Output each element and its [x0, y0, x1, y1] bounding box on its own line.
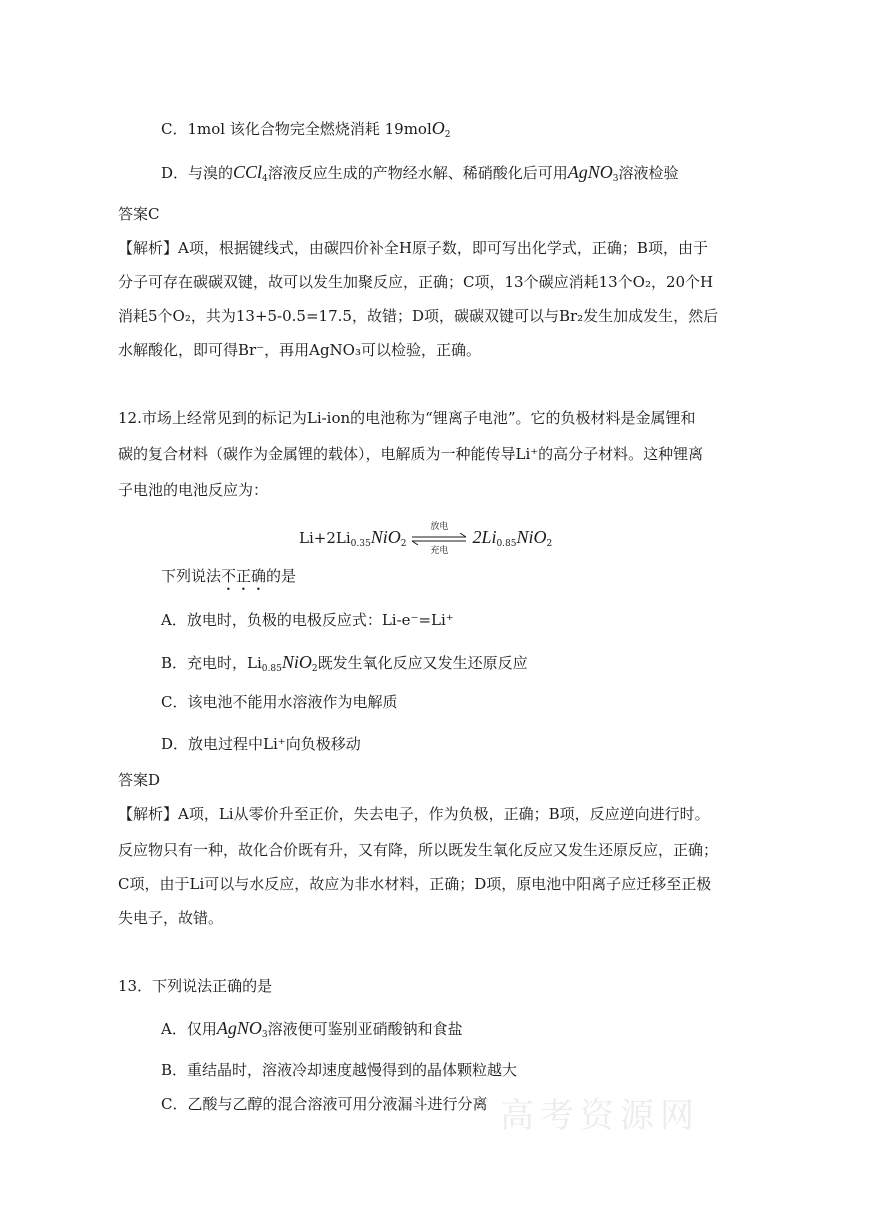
q11-analysis-line: 分子可存在碳碳双键，故可以发生加聚反应，正确；C项，13个碳应消耗13个O₂，20个H — [118, 273, 714, 291]
q13-option-a: A．仅用AgNO$_3$溶液便可鉴别亚硝酸钠和食盐 — [161, 1018, 463, 1040]
q13-option-b: B．重结晶时，溶液冷却速度越慢得到的晶体颗粒越大 — [161, 1061, 518, 1079]
q12-answer: 答案D — [118, 771, 161, 789]
q12-option-a: A．放电时，负极的电极反应式：Li-e⁻=Li⁺ — [161, 611, 454, 629]
q12-analysis-line: 反应物只有一种，故化合价既有升，又有降，所以既发生氧化反应又发生还原反应，正确； — [118, 841, 719, 859]
q12-prompt: 下列说法不正确的是 — [161, 567, 297, 585]
watermark: 高考资源网 — [500, 1096, 700, 1136]
q13-stem: 13．下列说法正确的是 — [118, 977, 273, 995]
q11-analysis-line: 【解析】A项，根据键线式，由碳四价补全H原子数，即可写出化学式，正确；B项，由于 — [118, 239, 708, 257]
q11-answer: 答案C — [118, 205, 160, 223]
q12-battery-equation: $Li+2Li_{0.35}NiO_2$ 放电 充电 $2Li_{0.85}NiO_2$ — [299, 522, 553, 556]
q12-analysis-line: 【解析】A项，Li从零价升至正价，失去电子，作为负极，正确；B项，反应逆向进行时。 — [118, 805, 710, 823]
q11-analysis-line: 消耗5个O₂，共为13+5-0.5=17.5，故错；D项，碳碳双键可以与Br₂发生加成发生，然后 — [118, 307, 719, 325]
q11-analysis-line: 水解酸化，即可得Br⁻，再用AgNO₃可以检验，正确。 — [118, 341, 481, 359]
q12-option-d: D．放电过程中Li⁺向负极移动 — [161, 735, 361, 753]
q12-option-c: C．该电池不能用水溶液作为电解质 — [161, 693, 398, 711]
q12-analysis-line: C项，由于Li可以与水反应，故应为非水材料，正确；D项，原电池中阳离子应迁移至正极 — [118, 875, 712, 893]
q13-option-c: C．乙酸与乙醇的混合溶液可用分液漏斗进行分离 — [161, 1095, 488, 1113]
q11-option-d: D．与溴的CCl$_4$溶液反应生成的产物经水解、稀硝酸化后可用AgNO$_3$溶液检验 — [161, 162, 679, 184]
q12-analysis-line: 失电子，故错。 — [118, 909, 224, 927]
q12-stem-line: 12.市场上经常见到的标记为Li-ion的电池称为“锂离子电池”。它的负极材料是金属锂和 — [118, 409, 696, 427]
q12-option-b: B．充电时，$Li_{0.85}NiO_2$既发生氧化反应又发生还原反应 — [161, 652, 528, 674]
reversible-arrow-icon: 放电 充电 — [410, 522, 468, 556]
q12-stem-line: 碳的复合材料（碳作为金属锂的载体），电解质为一种能传导Li⁺的高分子材料。这种锂离 — [118, 445, 704, 463]
q12-stem-line: 子电池的电池反应为： — [118, 481, 269, 499]
q11-option-c: C．1mol 该化合物完全燃烧消耗 19molO$_2$ — [161, 118, 451, 140]
